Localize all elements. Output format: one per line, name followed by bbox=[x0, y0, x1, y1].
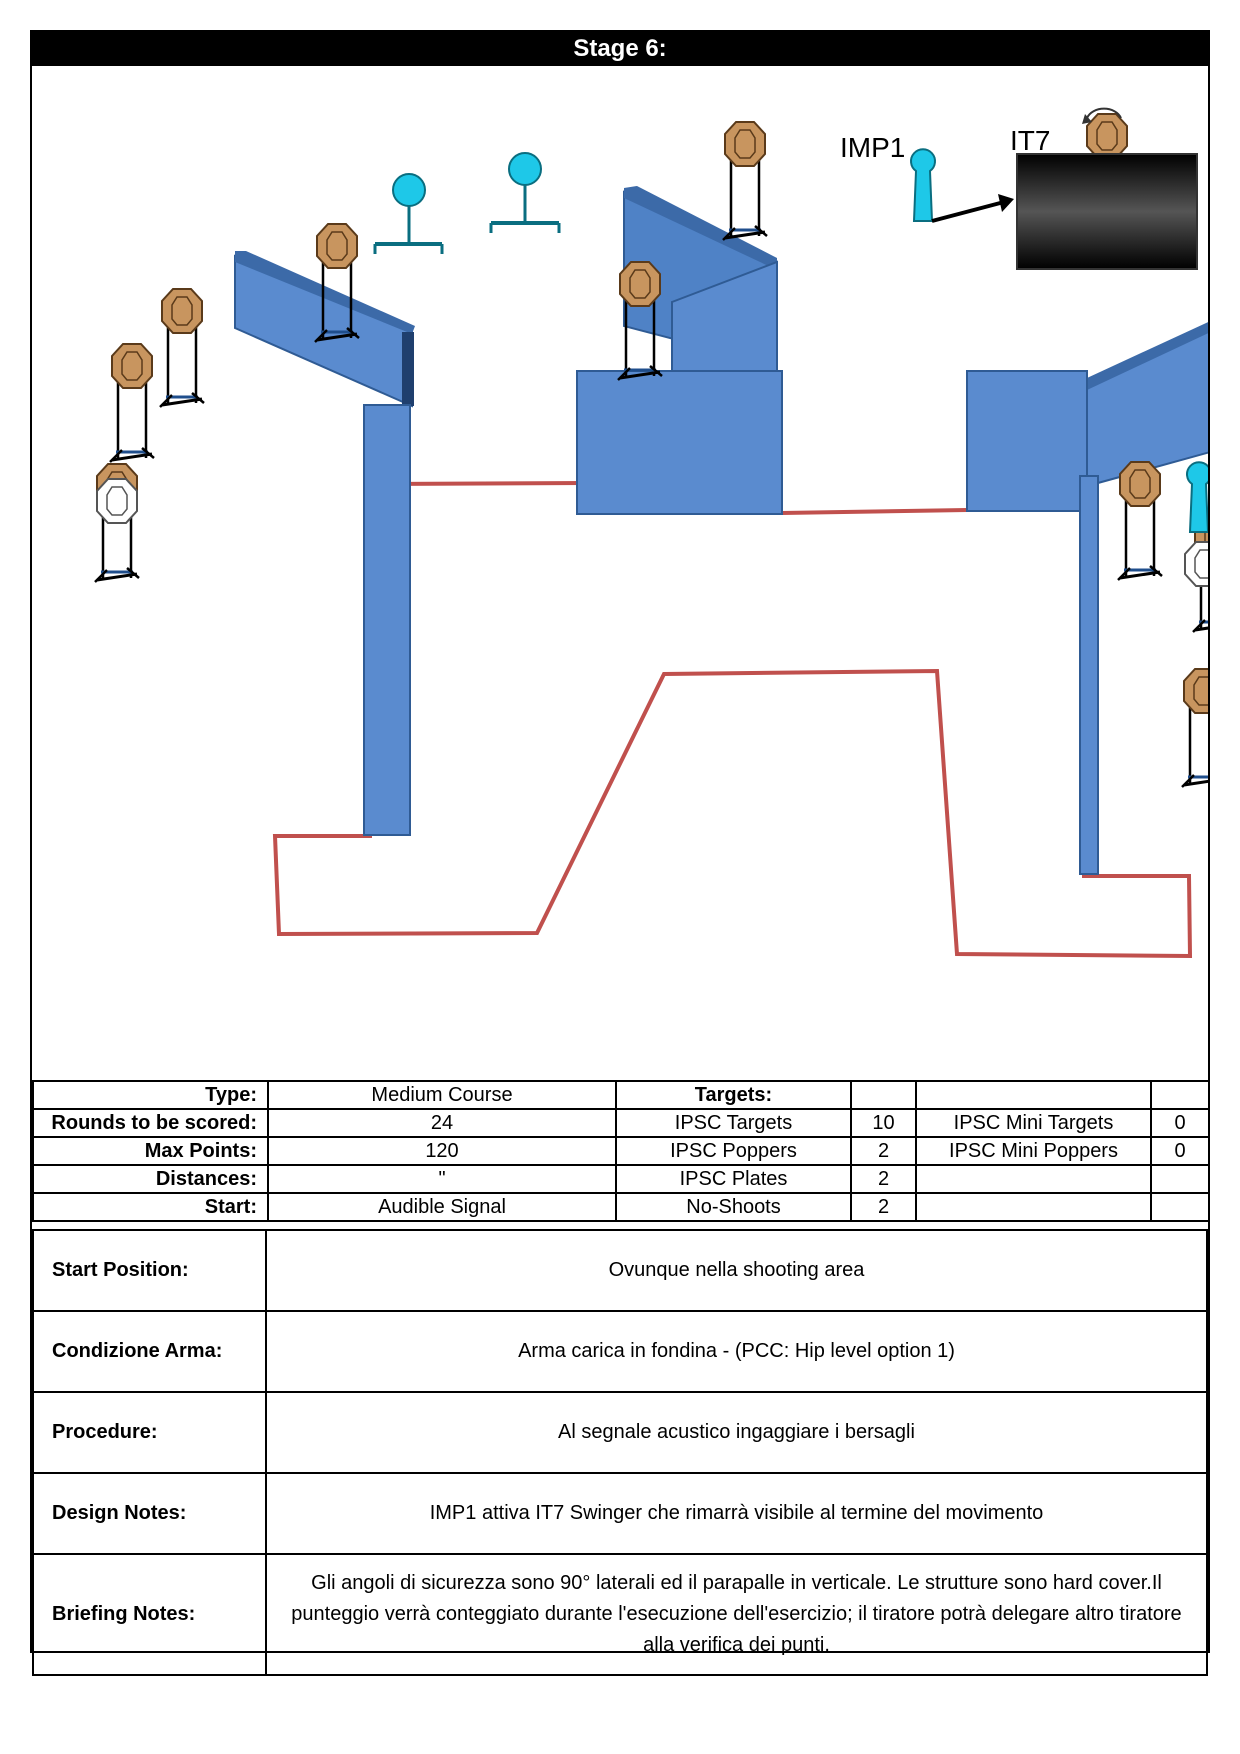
table-row bbox=[33, 1109, 1209, 1137]
start-value: Audible Signal bbox=[268, 1193, 616, 1221]
table-row bbox=[33, 1473, 1207, 1554]
start-label: Start: bbox=[33, 1193, 268, 1221]
ipsc-poppers-label: IPSC Poppers bbox=[616, 1137, 851, 1165]
stage-info-table bbox=[32, 1080, 1210, 1222]
stage-diagram bbox=[32, 66, 1208, 1066]
condizione-arma-value: Arma carica in fondina - (PCC: Hip level option 1) bbox=[266, 1311, 1207, 1392]
empty-cell bbox=[916, 1193, 1151, 1221]
table-row bbox=[33, 1311, 1207, 1392]
table-row bbox=[33, 1392, 1207, 1473]
ipsc-target-icon bbox=[110, 344, 154, 462]
mini-poppers-label: IPSC Mini Poppers bbox=[916, 1137, 1151, 1165]
table-row bbox=[33, 1554, 1207, 1675]
activator-arrow-icon bbox=[932, 194, 1014, 221]
no-shoot-icon bbox=[1185, 542, 1208, 586]
condizione-arma-label: Condizione Arma: bbox=[33, 1311, 266, 1392]
mini-poppers-count: 0 bbox=[1151, 1137, 1209, 1165]
briefing-notes-label: Briefing Notes: bbox=[33, 1554, 266, 1675]
plate-icon bbox=[375, 174, 442, 254]
no-shoots-label: No-Shoots bbox=[616, 1193, 851, 1221]
ipsc-target-icon bbox=[723, 122, 767, 240]
max-points-value: 120 bbox=[268, 1137, 616, 1165]
rounds-value: 24 bbox=[268, 1109, 616, 1137]
distances-value: " bbox=[268, 1165, 616, 1193]
table-row bbox=[33, 1137, 1209, 1165]
stage-title: Stage 6: bbox=[32, 32, 1208, 66]
ipsc-target-icon bbox=[1118, 462, 1162, 580]
stage-notes-table bbox=[32, 1229, 1208, 1676]
design-notes-value: IMP1 attiva IT7 Swinger che rimarrà visibile al termine del movimento bbox=[266, 1473, 1207, 1554]
ipsc-targets-label: IPSC Targets bbox=[616, 1109, 851, 1137]
ipsc-poppers-count: 2 bbox=[851, 1137, 916, 1165]
distances-label: Distances: bbox=[33, 1165, 268, 1193]
wall-right bbox=[967, 311, 1208, 874]
start-position-value: Ovunque nella shooting area bbox=[266, 1230, 1207, 1311]
table-row bbox=[33, 1081, 1209, 1109]
ipsc-plates-label: IPSC Plates bbox=[616, 1165, 851, 1193]
empty-cell bbox=[1151, 1193, 1209, 1221]
ipsc-target-icon bbox=[160, 289, 204, 407]
max-points-label: Max Points: bbox=[33, 1137, 268, 1165]
mini-targets-count: 0 bbox=[1151, 1109, 1209, 1137]
fault-line bbox=[275, 483, 1190, 956]
popper-icon bbox=[1187, 462, 1208, 532]
table-row bbox=[33, 1193, 1209, 1221]
targets-header: Targets: bbox=[616, 1081, 851, 1109]
table-row bbox=[33, 1165, 1209, 1193]
table-row bbox=[33, 1230, 1207, 1311]
ipsc-targets-count: 10 bbox=[851, 1109, 916, 1137]
start-position-label: Start Position: bbox=[33, 1230, 266, 1311]
type-label: Type: bbox=[33, 1081, 268, 1109]
briefing-notes-value: Gli angoli di sicurezza sono 90° laterali ed il parapalle in verticale. Le strutture sono hard cover.Il punteggio verrà conteggiato durante l'esecuzione dell'esercizio; il tiratore potrà delegare altro tiratore alla verifica dei punti. bbox=[266, 1554, 1207, 1675]
it7-label: IT7 bbox=[1010, 125, 1051, 156]
plate-icon bbox=[491, 153, 559, 233]
procedure-label: Procedure: bbox=[33, 1392, 266, 1473]
popper-icon bbox=[911, 149, 935, 221]
no-shoots-count: 2 bbox=[851, 1193, 916, 1221]
ipsc-target-icon bbox=[1182, 669, 1208, 787]
cover-barrel bbox=[1017, 154, 1197, 269]
empty-cell bbox=[916, 1165, 1151, 1193]
empty-cell bbox=[1151, 1165, 1209, 1193]
procedure-value: Al segnale acustico ingaggiare i bersagli bbox=[266, 1392, 1207, 1473]
ipsc-plates-count: 2 bbox=[851, 1165, 916, 1193]
mini-targets-label: IPSC Mini Targets bbox=[916, 1109, 1151, 1137]
rounds-label: Rounds to be scored: bbox=[33, 1109, 268, 1137]
empty-cell bbox=[1151, 1081, 1209, 1109]
empty-cell bbox=[916, 1081, 1151, 1109]
stage-sheet bbox=[30, 30, 1210, 1656]
empty-cell bbox=[851, 1081, 916, 1109]
imp1-label: IMP1 bbox=[840, 132, 906, 163]
design-notes-label: Design Notes: bbox=[33, 1473, 266, 1554]
type-value: Medium Course bbox=[268, 1081, 616, 1109]
no-shoot-icon bbox=[97, 479, 137, 523]
